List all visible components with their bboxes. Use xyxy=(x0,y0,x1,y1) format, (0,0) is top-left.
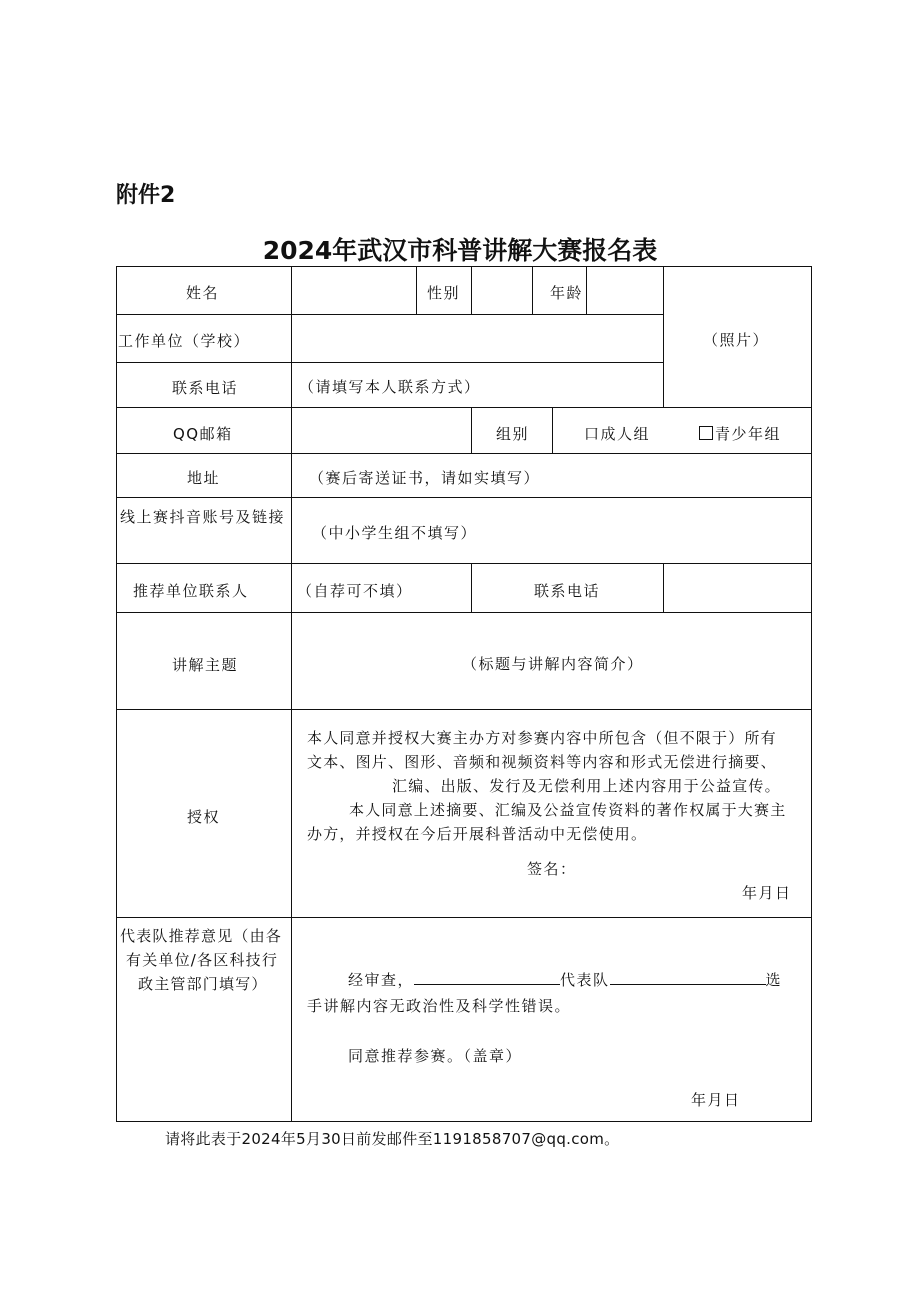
form-title: 2024年武汉市科普讲解大赛报名表 xyxy=(262,236,658,265)
authorization-line-4: 本人同意上述摘要、汇编及公益宣传资料的著作权属于大赛主 xyxy=(349,801,787,819)
attachment-label: 附件2 xyxy=(116,183,176,208)
review-suffix: 选 xyxy=(765,971,783,989)
topic-field[interactable]: （标题与讲解内容简介） xyxy=(462,655,644,673)
review-line-1 xyxy=(348,968,782,990)
review-prefix: 经审查， xyxy=(348,971,415,989)
option-adult-group[interactable]: 口成人组 xyxy=(584,425,651,443)
recommender-phone-field[interactable] xyxy=(664,564,810,611)
review-mid: 代表队 xyxy=(560,971,610,989)
gender-label: 性别 xyxy=(427,284,461,302)
team-opinion-label xyxy=(120,924,290,996)
group-label: 组别 xyxy=(496,425,530,443)
work-unit-label: 工作单位（学校） xyxy=(118,332,251,350)
signature-field[interactable] xyxy=(580,852,780,878)
authorization-label: 授权 xyxy=(187,808,221,826)
reviewer-blank[interactable] xyxy=(414,968,560,985)
name-label: 姓名 xyxy=(186,284,220,302)
work-unit-field[interactable] xyxy=(292,315,662,361)
phone-label: 联系电话 xyxy=(172,379,239,397)
authorization-line-3: 汇编、出版、发行及无偿利用上述内容用于公益宣传。 xyxy=(392,777,781,795)
signature-label: 签名： xyxy=(527,860,577,878)
phone-field[interactable]: （请填写本人联系方式） xyxy=(299,378,481,396)
option-youth-group[interactable] xyxy=(699,423,781,444)
douyin-field[interactable]: （中小学生组不填写） xyxy=(312,524,478,542)
photo-placeholder[interactable]: （照片） xyxy=(703,331,770,349)
name-field[interactable] xyxy=(292,267,415,313)
age-field[interactable] xyxy=(587,267,662,313)
authorization-line-5: 办方，并授权在今后开展科普活动中无偿使用。 xyxy=(307,825,648,843)
team-opinion-label-line-2: 有关单位/各区科技行 xyxy=(126,951,279,969)
address-field[interactable]: （赛后寄送证书，请如实填写） xyxy=(309,469,541,487)
authorization-line-1: 本人同意并授权大赛主办方对参赛内容中所包含（但不限于）所有 xyxy=(307,729,777,747)
douyin-label: 线上赛抖音账号及链接 xyxy=(120,508,286,526)
address-label: 地址 xyxy=(187,469,221,487)
authorization-text xyxy=(307,726,807,846)
review-line-2: 手讲解内容无政治性及科学性错误。 xyxy=(307,997,572,1015)
agree-recommend: 同意推荐参赛。（盖章） xyxy=(348,1047,523,1065)
qq-email-label: QQ邮箱 xyxy=(173,425,233,443)
qq-email-field[interactable] xyxy=(292,408,470,452)
gender-field[interactable] xyxy=(472,267,531,313)
team-opinion-label-line-1: 代表队推荐意见（由各 xyxy=(120,927,283,945)
team-opinion-label-line-3: 政主管部门填写） xyxy=(138,975,268,993)
recommender-label: 推荐单位联系人 xyxy=(133,582,249,600)
authorization-date: 年月日 xyxy=(742,884,792,902)
authorization-line-2: 文本、图片、图形、音频和视频资料等内容和形式无偿进行摘要、 xyxy=(307,753,777,771)
topic-label: 讲解主题 xyxy=(172,656,239,674)
recommender-phone-label: 联系电话 xyxy=(534,582,601,600)
footer-note: 请将此表于2024年5月30日前发邮件至1191858707@qq.com。 xyxy=(165,1130,620,1148)
team-opinion-date: 年月日 xyxy=(691,1091,741,1109)
recommender-field[interactable]: （自荐可不填） xyxy=(297,582,413,600)
youth-group-label: 青少年组 xyxy=(715,425,782,443)
team-name-blank[interactable] xyxy=(610,968,766,985)
age-label: 年龄 xyxy=(550,284,584,302)
youth-group-checkbox[interactable] xyxy=(699,426,713,440)
